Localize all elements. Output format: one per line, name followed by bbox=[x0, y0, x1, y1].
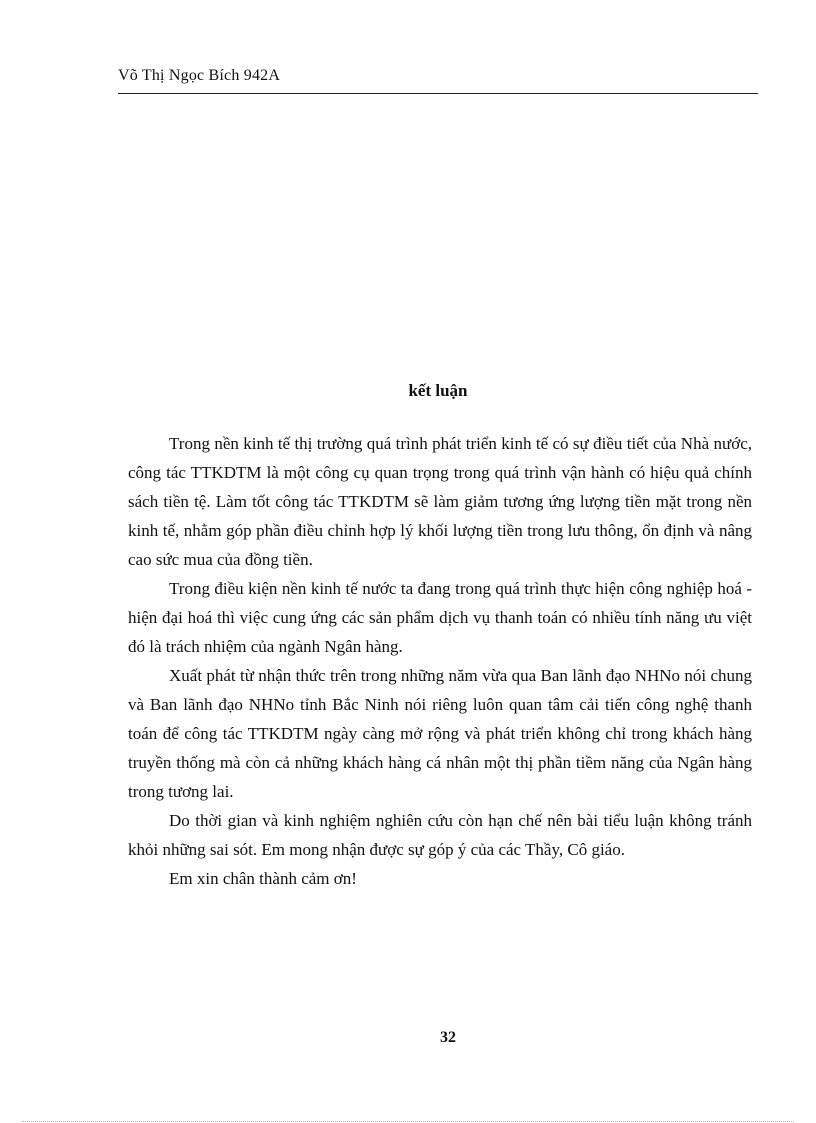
paragraph-1: Trong nền kinh tế thị trường quá trình phát triển kinh tế có sự điều tiết của Nhà nước, công tác TTKDTM là một công cụ quan trọng trong quá trình vận hành có hiệu quả chính sách tiền tệ. Làm tốt công tác TTKDTM sẽ làm giảm tương ứng lượng tiền mặt trong nền kinh tế, nhằm góp phần điều chỉnh hợp lý khối lượng tiền trong lưu thông, ổn định và nâng cao sức mua của đồng tiền. bbox=[128, 434, 752, 569]
header-rule bbox=[118, 93, 758, 94]
paragraph-2: Trong điều kiện nền kinh tế nước ta đang trong quá trình thực hiện công nghiệp hoá - hiện đại hoá thì việc cung ứng các sản phẩm dịch vụ thanh toán có nhiều tính năng ưu việt đó là trách nhiệm của ngành Ngân hàng. bbox=[128, 579, 752, 656]
paragraph-4: Do thời gian và kinh nghiệm nghiên cứu còn hạn chế nên bài tiểu luận không tránh khỏi những sai sót. Em mong nhận được sự góp ý của các Thầy, Cô giáo. bbox=[128, 811, 752, 859]
paragraph-3: Xuất phát từ nhận thức trên trong những năm vừa qua Ban lãnh đạo NHNo nói chung và Ban lãnh đạo NHNo tỉnh Bắc Ninh nói riêng luôn quan tâm cải tiến công nghệ thanh toán để công tác TTKDTM ngày càng mở rộng và phát triển không chỉ trong khách hàng truyền thống mà còn cả những khách hàng cá nhân một thị phần tiềm năng của Ngân hàng trong tương lai. bbox=[128, 666, 752, 801]
paragraph-5: Em xin chân thành cảm ơn! bbox=[169, 869, 357, 888]
page-number: 32 bbox=[440, 1029, 456, 1046]
page-bottom-rule bbox=[22, 1121, 794, 1122]
header-author: Võ Thị Ngọc Bích 942A bbox=[118, 67, 281, 84]
body-text bbox=[128, 429, 752, 893]
section-title: kết luận bbox=[408, 381, 468, 400]
